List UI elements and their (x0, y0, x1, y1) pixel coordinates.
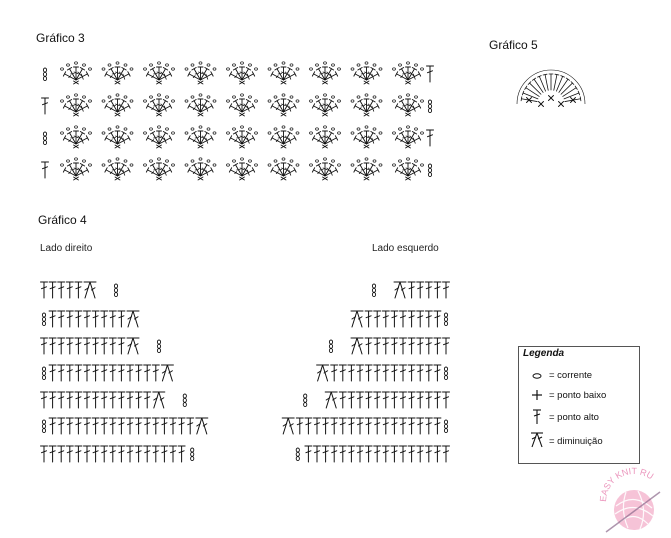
double-crochet (400, 446, 407, 462)
single-crochet-icon (532, 390, 542, 400)
double-crochet (49, 282, 56, 298)
double-crochet (41, 282, 48, 298)
double-crochet (391, 392, 398, 408)
double-crochet (400, 311, 407, 327)
shell-fan (351, 158, 382, 180)
double-crochet (75, 418, 82, 434)
double-crochet (434, 446, 441, 462)
double-crochet (66, 392, 73, 408)
double-crochet (443, 392, 450, 408)
grafico4-title: Gráfico 4 (38, 213, 87, 227)
double-crochet (357, 365, 364, 381)
double-crochet (425, 338, 432, 354)
double-crochet (365, 338, 372, 354)
chain-stitch-icon (533, 374, 541, 378)
shell-fan (310, 126, 341, 148)
double-crochet (49, 392, 56, 408)
shell-fan (61, 94, 92, 116)
grafico5-semicircle-motif (517, 70, 585, 107)
chain-stitch (191, 448, 194, 461)
shell-fan (351, 62, 382, 84)
double-crochet (49, 311, 56, 327)
shell-fan (310, 62, 341, 84)
shell-fan (227, 158, 258, 180)
double-crochet (109, 311, 116, 327)
double-crochet (400, 365, 407, 381)
lado-esquerdo-row (282, 418, 447, 434)
double-crochet (109, 338, 116, 354)
shell-fan (102, 94, 133, 116)
double-crochet (417, 392, 424, 408)
double-crochet (434, 311, 441, 327)
chain-stitch (304, 394, 307, 407)
double-crochet (58, 418, 65, 434)
double-crochet (75, 365, 82, 381)
double-crochet (322, 446, 329, 462)
double-crochet (101, 446, 108, 462)
double-crochet (391, 418, 398, 434)
double-crochet (417, 338, 424, 354)
double-crochet (443, 446, 450, 462)
lado-direito-row (42, 418, 207, 434)
double-crochet (41, 392, 48, 408)
grafico3-chart (42, 62, 434, 180)
double-crochet (374, 446, 381, 462)
grafico5-title: Gráfico 5 (489, 38, 538, 52)
double-crochet (58, 446, 65, 462)
legend-text-chain: = corrente (549, 370, 593, 381)
shell-fan (227, 62, 258, 84)
chain-stitch (43, 68, 46, 81)
double-crochet (408, 418, 415, 434)
double-crochet (66, 365, 73, 381)
double-crochet (42, 98, 49, 114)
double-crochet (374, 418, 381, 434)
double-crochet (365, 446, 372, 462)
double-crochet (127, 365, 134, 381)
shell-fan (310, 158, 341, 180)
decrease (317, 365, 329, 381)
double-crochet (144, 418, 151, 434)
double-crochet (365, 392, 372, 408)
double-crochet (84, 365, 91, 381)
double-crochet (75, 282, 82, 298)
double-crochet (135, 446, 142, 462)
left-side-label: Lado esquerdo (372, 243, 439, 254)
double-crochet (425, 418, 432, 434)
grafico3-title: Gráfico 3 (36, 31, 85, 45)
double-crochet (170, 446, 177, 462)
double-crochet (443, 338, 450, 354)
double-crochet (101, 311, 108, 327)
double-crochet (75, 311, 82, 327)
double-crochet (408, 338, 415, 354)
double-crochet (374, 392, 381, 408)
double-crochet (365, 365, 372, 381)
double-crochet (382, 338, 389, 354)
double-crochet (118, 418, 125, 434)
grafico4-chart (41, 282, 450, 462)
double-crochet (144, 365, 151, 381)
double-crochet (374, 311, 381, 327)
lado-direito-row (41, 446, 194, 462)
decrease (161, 365, 173, 381)
lado-esquerdo-row (351, 311, 448, 327)
grafico3-row (43, 62, 433, 84)
double-crochet (443, 282, 450, 298)
chain-stitch (444, 420, 447, 433)
double-crochet (434, 282, 441, 298)
double-crochet (434, 338, 441, 354)
shell-fan (61, 62, 92, 84)
decrease (196, 418, 208, 434)
double-crochet (41, 446, 48, 462)
shell-fan (268, 94, 299, 116)
easyknit-watermark-logo (598, 462, 671, 538)
double-crochet (427, 130, 434, 146)
double-crochet (75, 338, 82, 354)
double-crochet (434, 365, 441, 381)
double-crochet (135, 418, 142, 434)
legend-box (518, 346, 640, 464)
lado-esquerdo-row (372, 282, 449, 298)
chain-stitch (428, 164, 431, 177)
double-crochet (152, 365, 159, 381)
double-crochet (434, 392, 441, 408)
double-crochet (391, 311, 398, 327)
double-crochet (109, 392, 116, 408)
double-crochet (135, 365, 142, 381)
chain-stitch (329, 340, 332, 353)
double-crochet (382, 311, 389, 327)
shell-fan (227, 126, 258, 148)
double-crochet (66, 311, 73, 327)
decrease (394, 282, 406, 298)
double-crochet (305, 418, 312, 434)
double-crochet (434, 418, 441, 434)
grafico3-row (43, 126, 433, 148)
double-crochet (348, 446, 355, 462)
shell-fan (351, 94, 382, 116)
double-crochet (84, 392, 91, 408)
double-crochet (417, 282, 424, 298)
double-crochet (391, 446, 398, 462)
legend-text-double-crochet: = ponto alto (549, 412, 599, 423)
double-crochet (118, 392, 125, 408)
decrease (351, 338, 363, 354)
chain-stitch (428, 100, 431, 113)
double-crochet (75, 446, 82, 462)
double-crochet (84, 311, 91, 327)
chain-stitch (372, 284, 375, 297)
double-crochet (339, 418, 346, 434)
double-crochet (425, 392, 432, 408)
double-crochet (58, 392, 65, 408)
double-crochet (109, 365, 116, 381)
double-crochet (41, 338, 48, 354)
double-crochet (101, 392, 108, 408)
double-crochet (42, 162, 49, 178)
double-crochet (187, 418, 194, 434)
double-crochet (391, 338, 398, 354)
double-crochet (339, 365, 346, 381)
legend-text-decrease: = diminuição (549, 436, 603, 447)
double-crochet (178, 446, 185, 462)
chain-stitch (183, 394, 186, 407)
double-crochet (357, 392, 364, 408)
double-crochet (408, 446, 415, 462)
double-crochet (417, 446, 424, 462)
shell-fan (102, 62, 133, 84)
double-crochet (101, 418, 108, 434)
shell-fan (144, 94, 175, 116)
chain-stitch (296, 448, 299, 461)
legend-title: Legenda (523, 348, 565, 359)
double-crochet (118, 365, 125, 381)
chain-stitch (42, 367, 45, 380)
double-crochet (339, 446, 346, 462)
double-crochet (322, 418, 329, 434)
shell-fan (393, 94, 424, 116)
double-crochet (296, 418, 303, 434)
double-crochet (400, 418, 407, 434)
shell-fan (268, 126, 299, 148)
double-crochet (49, 338, 56, 354)
double-crochet (331, 365, 338, 381)
double-crochet (382, 418, 389, 434)
double-crochet (118, 311, 125, 327)
shell-fan (144, 126, 175, 148)
double-crochet (425, 365, 432, 381)
decrease (84, 282, 96, 298)
shell-fan (351, 126, 382, 148)
double-crochet (417, 311, 424, 327)
right-side-label: Lado direito (40, 243, 93, 254)
double-crochet (161, 446, 168, 462)
shell-fan (393, 126, 424, 148)
double-crochet (58, 282, 65, 298)
double-crochet (382, 446, 389, 462)
double-crochet (92, 338, 99, 354)
double-crochet (58, 338, 65, 354)
double-crochet (417, 418, 424, 434)
chain-stitch (42, 313, 45, 326)
double-crochet (425, 282, 432, 298)
shell-fan (227, 94, 258, 116)
chain-stitch (42, 420, 45, 433)
double-crochet (408, 311, 415, 327)
lado-direito-row (41, 392, 187, 408)
double-crochet (49, 365, 56, 381)
decrease (325, 392, 337, 408)
double-crochet (66, 338, 73, 354)
double-crochet (357, 418, 364, 434)
decrease (127, 311, 139, 327)
legend-text-single-crochet: = ponto baixo (549, 390, 607, 401)
double-crochet (152, 446, 159, 462)
decrease (351, 311, 363, 327)
double-crochet (357, 446, 364, 462)
double-crochet (178, 418, 185, 434)
double-crochet (374, 338, 381, 354)
lado-esquerdo-row (317, 365, 448, 381)
double-crochet (408, 365, 415, 381)
grafico5-chart (517, 70, 585, 107)
double-crochet (92, 311, 99, 327)
double-crochet (92, 365, 99, 381)
chain-stitch (43, 132, 46, 145)
double-crochet (400, 338, 407, 354)
double-crochet (425, 311, 432, 327)
chain-stitch (157, 340, 160, 353)
double-crochet (314, 446, 321, 462)
double-crochet (118, 338, 125, 354)
watermark-text: EASY KNIT RU (598, 465, 656, 503)
double-crochet (427, 66, 434, 82)
double-crochet (305, 446, 312, 462)
double-crochet (135, 392, 142, 408)
double-crochet (58, 365, 65, 381)
double-crochet (144, 392, 151, 408)
shell-fan (268, 62, 299, 84)
lado-direito-row (42, 365, 173, 381)
double-crochet (382, 392, 389, 408)
double-crochet (49, 418, 56, 434)
double-crochet (75, 392, 82, 408)
double-crochet (84, 446, 91, 462)
double-crochet (161, 418, 168, 434)
chain-stitch (444, 313, 447, 326)
shell-fan (185, 62, 216, 84)
double-crochet (92, 418, 99, 434)
double-crochet (92, 446, 99, 462)
double-crochet (374, 365, 381, 381)
shell-fan (102, 126, 133, 148)
shell-fan (185, 94, 216, 116)
double-crochet (66, 418, 73, 434)
lado-direito-row (41, 338, 161, 354)
grafico3-row (42, 158, 432, 180)
double-crochet (331, 418, 338, 434)
double-crochet (408, 392, 415, 408)
decrease (282, 418, 294, 434)
double-crochet (66, 282, 73, 298)
double-crochet (348, 365, 355, 381)
double-crochet (417, 365, 424, 381)
double-crochet (144, 446, 151, 462)
shell-fan (102, 158, 133, 180)
double-crochet (101, 365, 108, 381)
grafico3-row (42, 94, 432, 116)
shell-fan (144, 158, 175, 180)
double-crochet (58, 311, 65, 327)
shell-fan (61, 126, 92, 148)
decrease-icon (531, 433, 543, 447)
decrease (153, 392, 165, 408)
double-crochet (49, 446, 56, 462)
double-crochet (84, 338, 91, 354)
double-crochet (127, 392, 134, 408)
double-crochet (152, 418, 159, 434)
double-crochet (92, 392, 99, 408)
lado-direito-row (41, 282, 118, 298)
lado-esquerdo-row (329, 338, 449, 354)
double-crochet (127, 418, 134, 434)
chain-stitch (444, 367, 447, 380)
decrease (127, 338, 139, 354)
double-crochet (365, 311, 372, 327)
double-crochet (109, 418, 116, 434)
lado-direito-row (42, 311, 139, 327)
double-crochet (66, 446, 73, 462)
double-crochet (408, 282, 415, 298)
lado-esquerdo-row (296, 446, 449, 462)
double-crochet (331, 446, 338, 462)
double-crochet (348, 418, 355, 434)
shell-fan (185, 158, 216, 180)
double-crochet (101, 338, 108, 354)
shell-fan (144, 62, 175, 84)
double-crochet (365, 418, 372, 434)
shell-fan (61, 158, 92, 180)
double-crochet-icon (533, 410, 541, 424)
double-crochet (170, 418, 177, 434)
double-crochet (127, 446, 134, 462)
double-crochet (391, 365, 398, 381)
chain-stitch (114, 284, 117, 297)
shell-fan (310, 94, 341, 116)
shell-fan (393, 62, 424, 84)
shell-fan (185, 126, 216, 148)
double-crochet (400, 392, 407, 408)
double-crochet (314, 418, 321, 434)
double-crochet (109, 446, 116, 462)
shell-fan (393, 158, 424, 180)
double-crochet (339, 392, 346, 408)
double-crochet (118, 446, 125, 462)
double-crochet (348, 392, 355, 408)
double-crochet (84, 418, 91, 434)
double-crochet (382, 365, 389, 381)
double-crochet (425, 446, 432, 462)
lado-esquerdo-row (304, 392, 450, 408)
shell-fan (268, 158, 299, 180)
